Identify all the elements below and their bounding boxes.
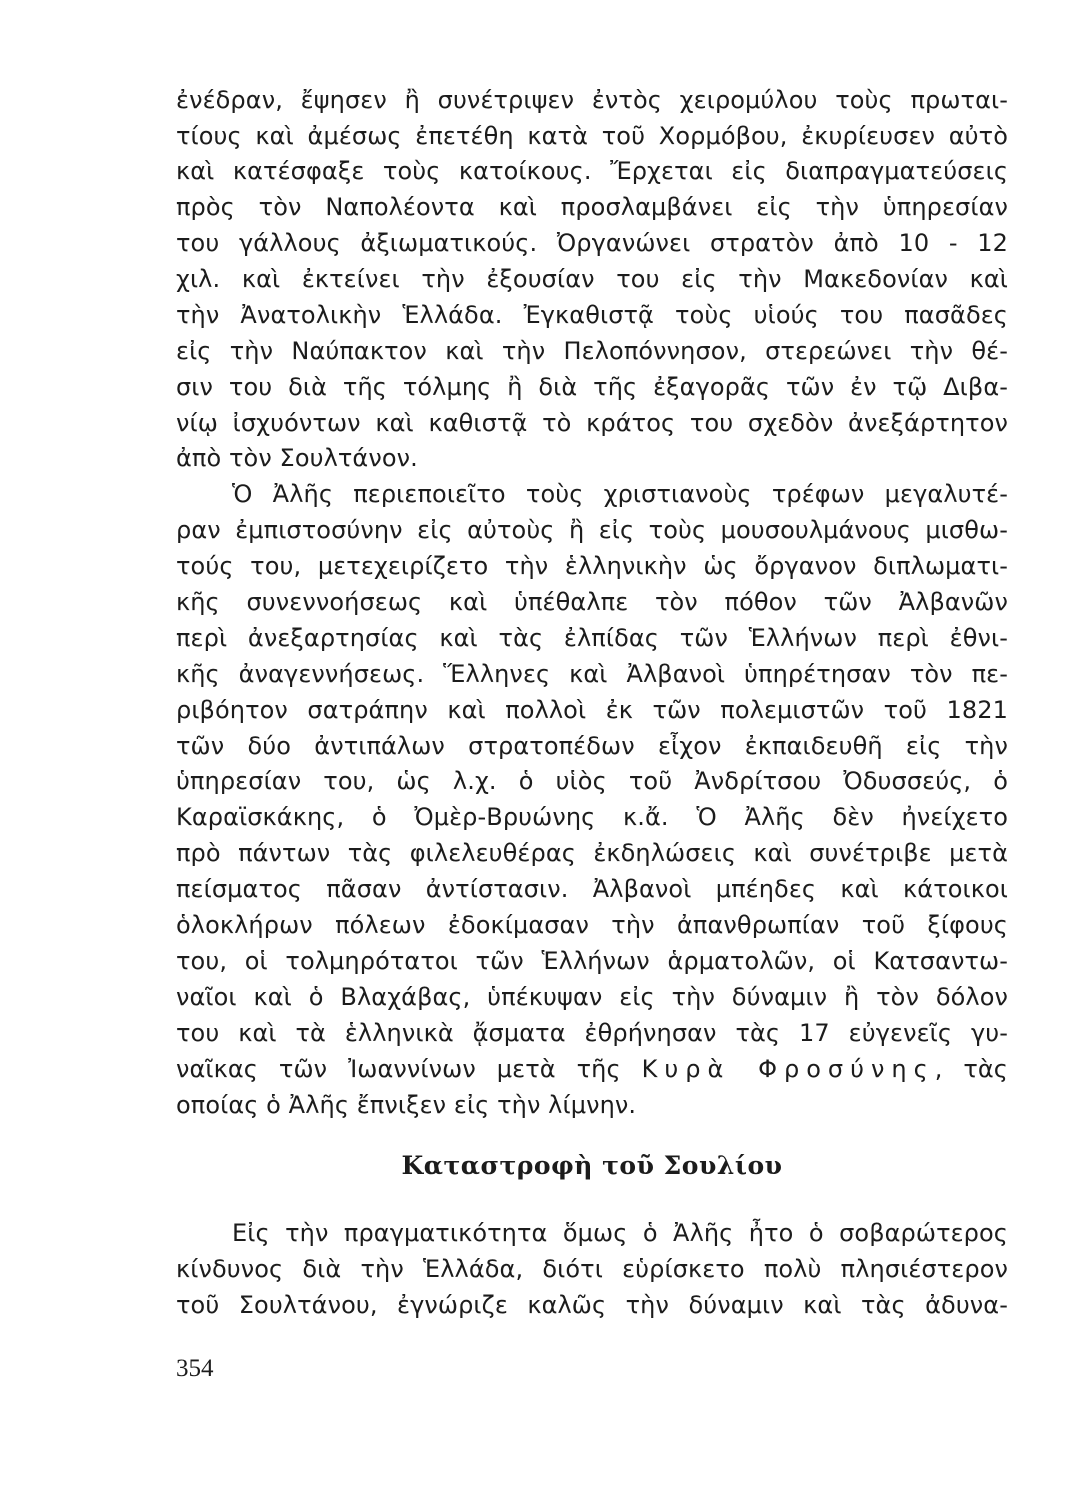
text-line: οποίας ὁ Ἀλῆς ἔπνιξεν εἰς τὴν λίμνην. [176,1091,637,1119]
text-line: πρὸ πάντων τὰς φιλελευθέρας ἐκδηλώσεις καὶ συνέτριβε μετὰ [176,839,1008,867]
text-line: κίνδυνος διὰ τὴν Ἑλλάδα, διότι εὑρίσκετο πολὺ πλησιέστερον [176,1255,1008,1283]
text-line: κῆς συνεννοήσεως καὶ ὑπέθαλπε τὸν πόθον τῶν Ἀλβανῶν [176,588,1008,616]
text-line: κῆς ἀναγεννήσεως. Ἕλληνες καὶ Ἀλβανοὶ ὑπηρέτησαν τὸν πε- [176,660,1008,688]
text-line: ἀπὸ τὸν Σουλτάνον. [176,444,418,472]
text-line: Ὁ Ἀλῆς περιεποιεῖτο τοὺς χριστιανοὺς τρέφων μεγαλυτέ- [232,480,1008,508]
text-line: περὶ ἀνεξαρτησίας καὶ τὰς ἐλπίδας τῶν Ἑλλήνων περὶ ἐθνι- [176,624,1008,652]
text-line: τὴν Ἀνατολικὴν Ἑλλάδα. Ἐγκαθιστᾷ τοὺς υἱούς του πασᾶδες [176,301,1008,329]
page-number: 354 [176,1355,214,1382]
text-line: ὑπηρεσίαν του, ὡς λ.χ. ὁ υἱὸς τοῦ Ἀνδρίτσου Ὀδυσσεύς, ὁ [176,767,1008,795]
text-line: τούς του, μετεχειρίζετο τὴν ἑλληνικὴν ὡς ὄργανον διπλωματι- [176,552,1008,580]
text-line: ναῖοι καὶ ὁ Βλαχάβας, ὑπέκυψαν εἰς τὴν δύναμιν ἢ τὸν δόλον [176,983,1008,1011]
text-line: του καὶ τὰ ἑλληνικὰ ᾄσματα ἐθρήνησαν τὰς 17 εὐγενεῖς γυ- [176,1019,1008,1047]
section-heading: Καταστροφὴ τοῦ Σουλίου [401,1151,783,1180]
text-line: τοῦ Σουλτάνου, ἐγνώριζε καλῶς τὴν δύναμιν καὶ τὰς ἀδυνα- [176,1291,1008,1319]
text-line: καὶ κατέσφαξε τοὺς κατοίκους. Ἔρχεται εἰς διαπραγματεύσεις [176,157,1008,185]
text-line: τίους καὶ ἀμέσως ἐπετέθη κατὰ τοῦ Χορμόβου, ἐκυρίευσεν αὐτὸ [176,122,1008,150]
text-line: Καραϊσκάκης, ὁ Ὀμὲρ-Βρυώνης κ.ἄ. Ὁ Ἀλῆς δὲν ἠνείχετο [176,803,1008,831]
text-line: ὁλοκλήρων πόλεων ἐδοκίμασαν τὴν ἀπανθρωπίαν τοῦ ξίφους [176,911,1008,939]
text-line: νίῳ ἰσχυόντων καὶ καθιστᾷ τὸ κράτος του σχεδὸν ἀνεξάρτητον [176,409,1008,437]
text-line-spaced-name [176,1051,1008,1087]
text-line: ραν ἐμπιστοσύνην εἰς αὐτοὺς ἢ εἰς τοὺς μουσουλμάνους μισθω- [176,516,1008,544]
text-fragment: ναῖκας τῶν Ἰωαννίνων μετὰ τῆς [176,1055,621,1083]
text-line: Εἰς τὴν πραγματικότητα ὅμως ὁ Ἀλῆς ἦτο ὁ σοβαρώτερος [232,1219,1008,1247]
text-line: εἰς τὴν Ναύπακτον καὶ τὴν Πελοπόννησον, στερεώνει τὴν θέ- [176,337,1008,365]
text-line: πρὸς τὸν Ναπολέοντα καὶ προσλαμβάνει εἰς τὴν ὑπηρεσίαν [176,193,1008,221]
text-line: του γάλλους ἀξιωματικούς. Ὀργανώνει στρατὸν ἀπὸ 10 - 12 [176,229,1008,257]
text-line: χιλ. καὶ ἐκτείνει τὴν ἐξουσίαν του εἰς τὴν Μακεδονίαν καὶ [176,265,1008,293]
text-line: ἐνέδραν, ἔψησεν ἢ συνέτριψεν ἐντὸς χειρομύλου τοὺς πρωται- [176,86,1008,114]
text-line: πείσματος πᾶσαν ἀντίστασιν. Ἀλβανοὶ μπέηδες καὶ κάτοικοι [176,875,1008,903]
text-line: ριβόητον σατράπην καὶ πολλοὶ ἐκ τῶν πολεμιστῶν τοῦ 1821 [176,696,1008,724]
text-fragment: , τὰς [934,1055,1008,1083]
text-line: του, οἱ τολμηρότατοι τῶν Ἑλλήνων ἁρματολῶν, οἱ Κατσαντω- [176,947,1008,975]
spaced-name: Κυρὰ Φροσύνης [641,1055,935,1083]
text-line: σιν του διὰ τῆς τόλμης ἢ διὰ τῆς ἐξαγορᾶς τῶν ἐν τῷ Διβα- [176,373,1008,401]
text-line: τῶν δύο ἀντιπάλων στρατοπέδων εἶχον ἐκπαιδευθῆ εἰς τὴν [176,732,1008,760]
